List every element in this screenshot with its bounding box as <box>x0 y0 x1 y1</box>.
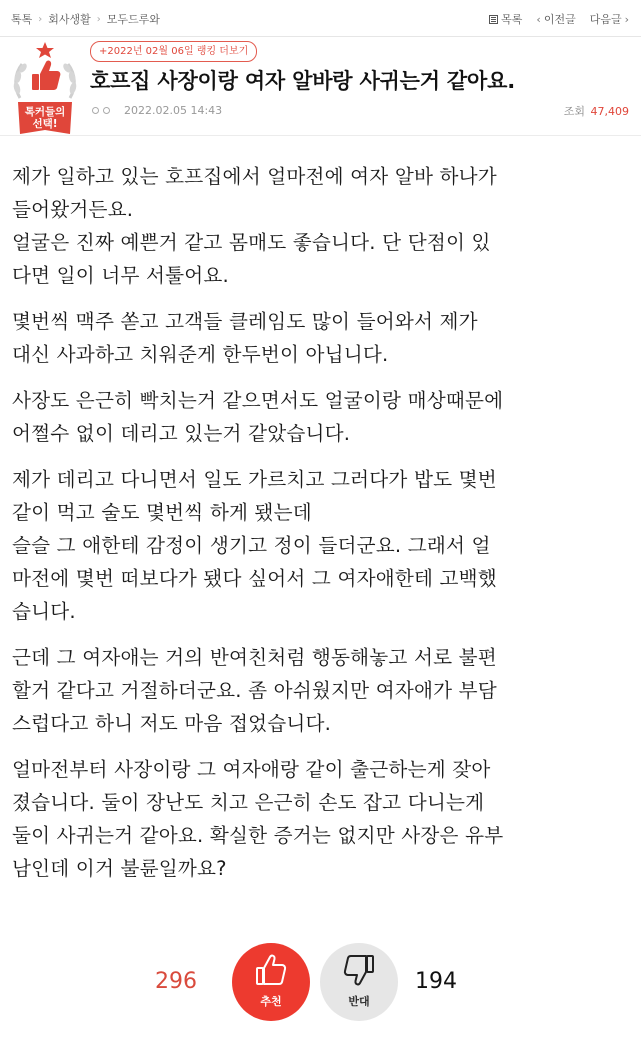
breadcrumb-item-company-life[interactable]: 회사생활 <box>48 13 91 26</box>
list-button-label: 목록 <box>501 13 523 26</box>
post-paragraph: 사장도 은근히 빡치는거 같으면서도 얼굴이랑 매상때문에 어쩔수 없이 데리고 있는거 같았습니다. <box>12 389 504 445</box>
talkers-choice-badge <box>10 40 80 136</box>
breadcrumb <box>11 11 160 27</box>
post-paragraph: 얼마전부터 사장이랑 그 여자애랑 같이 출근하는게 잦아 졌습니다. 둘이 장난도 치고 은근히 손도 잡고 다니는게 둘이 사귀는거 같아요. 확실한 증거는 없지만 사장은 유부 남인데 이거 불륜일까요? <box>12 758 504 880</box>
prev-post-label: 이전글 <box>543 13 576 26</box>
breadcrumb-item-talk[interactable]: 톡톡 <box>11 13 33 26</box>
chevron-right-icon: › <box>38 13 43 25</box>
post-paragraph: 몇번씩 맥주 쏟고 고객들 클레임도 많이 들어와서 제가 대신 사과하고 치워준게 한두번이 아닙니다. <box>12 310 478 366</box>
recommend-count: 296 <box>155 969 197 994</box>
view-count-value: 47,409 <box>590 105 629 118</box>
next-post-label: 다음글 <box>589 13 622 26</box>
thumbs-down-icon <box>342 952 376 988</box>
post-title: 호프집 사장이랑 여자 알바랑 사귀는거 같아요. <box>90 69 515 93</box>
chevron-right-icon: › <box>96 13 101 25</box>
list-button[interactable] <box>489 11 522 27</box>
badge-text-line1: 톡커들의 <box>24 106 66 118</box>
author-dot-icon <box>103 107 110 114</box>
post-paragraph: 제가 데리고 다니면서 일도 가르치고 그러다가 밥도 몇번 같이 먹고 술도 몇번씩 하게 됐는데 슬슬 그 애한테 감정이 생기고 정이 들더군요. 그래서 얼 마전에 몇번 떠보다가 됐다 싶어서 그 여자애한테 고백했 습니다. <box>12 468 497 623</box>
recommend-button[interactable] <box>232 943 310 1021</box>
post-body <box>12 160 632 898</box>
prev-post-button[interactable] <box>536 11 575 27</box>
recommend-label: 추천 <box>260 995 282 1008</box>
oppose-button[interactable] <box>320 943 398 1021</box>
header-divider <box>0 135 641 136</box>
next-post-button[interactable] <box>590 11 629 27</box>
thumbs-up-icon <box>254 952 288 988</box>
post-meta <box>92 104 222 117</box>
badge-text-line2: 선택! <box>32 118 58 130</box>
view-count-label: 조회 <box>563 105 585 118</box>
ranking-more-link[interactable]: +2022년 02월 06일 랭킹 더보기 <box>90 41 257 62</box>
breadcrumb-item-board[interactable]: 모두드루와 <box>106 13 160 26</box>
post-navigation <box>489 11 629 27</box>
author-dot-icon <box>92 107 99 114</box>
view-count <box>564 103 629 119</box>
list-icon <box>489 15 498 24</box>
post-paragraph: 근데 그 여자애는 거의 반여친처럼 행동해놓고 서로 불편 할거 같다고 거절하더군요. 좀 아쉬웠지만 여자애가 부담 스럽다고 하니 저도 마음 접었습니다. <box>12 646 497 735</box>
top-navigation-bar <box>0 0 641 37</box>
oppose-count: 194 <box>415 969 457 994</box>
chevron-left-icon: ‹ <box>536 12 541 26</box>
chevron-right-icon: › <box>624 12 629 26</box>
oppose-label: 반대 <box>348 995 370 1008</box>
post-date: 2022.02.05 14:43 <box>124 104 223 117</box>
post-paragraph: 제가 일하고 있는 호프집에서 얼마전에 여자 알바 하나가 들어왔거든요. 얼굴은 진짜 예쁜거 같고 몸매도 좋습니다. 단 단점이 있 다면 일이 너무 서툴어요. <box>12 165 497 287</box>
